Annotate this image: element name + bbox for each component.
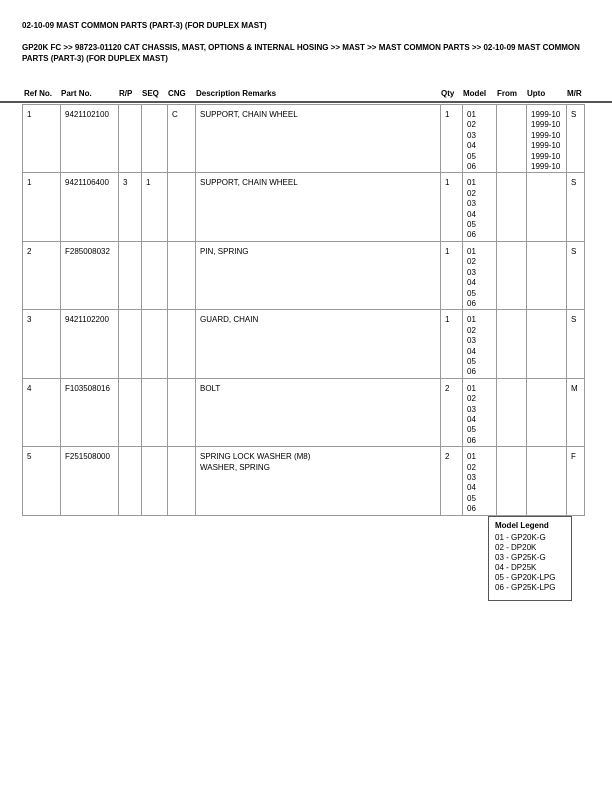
legend-item: 02 - DP20K xyxy=(495,543,537,552)
cell-upto-line: 1999-10 xyxy=(531,141,561,151)
cell-model-line: 05 xyxy=(467,220,476,230)
cell-model-line: 04 xyxy=(467,414,476,424)
cell-seq xyxy=(142,241,168,309)
cell-upto xyxy=(527,378,567,446)
cell-ref-no: 1 xyxy=(23,105,61,173)
cell-model xyxy=(463,310,497,378)
legend-title: Model Legend xyxy=(495,521,549,530)
cell-model-line: 04 xyxy=(467,483,476,493)
cell-upto xyxy=(527,310,567,378)
cell-model-line: 02 xyxy=(467,257,476,267)
header-model: Model xyxy=(463,89,487,98)
cell-model-line: 03 xyxy=(467,473,476,482)
cell-seq: 1 xyxy=(142,173,168,241)
cell-model-line: 04 xyxy=(467,278,476,288)
cell-model-line: 02 xyxy=(467,325,476,335)
cell-model-line: 02 xyxy=(467,120,476,130)
cell-mr: S xyxy=(567,105,585,173)
cell-ref-no: 3 xyxy=(23,310,61,378)
cell-model-line: 01 xyxy=(467,315,476,325)
header-divider xyxy=(0,101,612,103)
cell-model xyxy=(463,105,497,173)
cell-upto xyxy=(527,241,567,309)
parts-table xyxy=(22,104,585,516)
cell-model-line: 06 xyxy=(467,298,476,308)
cell-cng xyxy=(168,447,196,515)
cell-mr: S xyxy=(567,310,585,378)
cell-description xyxy=(196,173,441,241)
cell-description xyxy=(196,447,441,515)
cell-model-line: 04 xyxy=(467,141,476,151)
cell-model-line: 03 xyxy=(467,267,476,277)
cell-description-line: GUARD, CHAIN xyxy=(200,315,259,325)
cell-model-line: 03 xyxy=(467,130,476,140)
cell-qty: 2 xyxy=(441,378,463,446)
header-upto: Upto xyxy=(527,89,546,98)
cell-model-line: 05 xyxy=(467,425,476,435)
cell-rp xyxy=(119,378,142,446)
breadcrumb: GP20K FC >> 98723-01120 CAT CHASSIS, MAST, OPTIONS & INTERNAL HOSING >> MAST >> MAST COMMON PARTS >> 02-10-09 MAST COMMON PARTS (PART-3) (FOR DUPLEX MAST) xyxy=(22,43,580,63)
cell-rp xyxy=(119,310,142,378)
cell-from xyxy=(497,378,527,446)
cell-model-line: 02 xyxy=(467,188,476,198)
cell-from xyxy=(497,173,527,241)
cell-description-line: WASHER, SPRING xyxy=(200,462,270,472)
legend-item: 03 - GP25K-G xyxy=(495,553,546,562)
cell-description xyxy=(196,378,441,446)
cell-upto-line: 1999-10 xyxy=(531,130,561,140)
cell-seq xyxy=(142,447,168,515)
cell-upto xyxy=(527,447,567,515)
legend-item: 01 - GP20K-G xyxy=(495,533,546,542)
cell-model-line: 03 xyxy=(467,336,476,346)
cell-part-no: 9421102200 xyxy=(61,310,119,378)
cell-description-line: PIN, SPRING xyxy=(200,246,249,256)
cell-seq xyxy=(142,310,168,378)
cell-model-line: 01 xyxy=(467,246,476,256)
cell-model-line: 03 xyxy=(467,404,476,414)
table-row xyxy=(23,241,585,309)
cell-ref-no: 4 xyxy=(23,378,61,446)
header-description: Description Remarks xyxy=(196,89,277,98)
header-mr: M/R xyxy=(567,89,582,98)
cell-model-line: 03 xyxy=(467,199,476,209)
cell-mr: M xyxy=(567,378,585,446)
cell-rp xyxy=(119,105,142,173)
table-row xyxy=(23,447,585,515)
cell-mr: S xyxy=(567,173,585,241)
cell-ref-no: 5 xyxy=(23,447,61,515)
cell-model-line: 01 xyxy=(467,110,476,119)
cell-qty: 1 xyxy=(441,173,463,241)
cell-mr: S xyxy=(567,241,585,309)
header-seq: SEQ xyxy=(142,89,159,98)
cell-description xyxy=(196,310,441,378)
table-row xyxy=(23,173,585,241)
cell-part-no: F285008032 xyxy=(61,241,119,309)
cell-part-no: 9421102100 xyxy=(61,105,119,173)
table-row xyxy=(23,105,585,173)
cell-description-line: SUPPORT, CHAIN WHEEL xyxy=(200,110,298,119)
cell-model-line: 06 xyxy=(467,230,476,240)
cell-description-line: SUPPORT, CHAIN WHEEL xyxy=(200,178,298,188)
header-qty: Qty xyxy=(441,89,455,98)
cell-cng: C xyxy=(168,105,196,173)
cell-cng xyxy=(168,310,196,378)
cell-mr: F xyxy=(567,447,585,515)
model-legend xyxy=(488,516,572,601)
cell-part-no: F251508000 xyxy=(61,447,119,515)
header-rp: R/P xyxy=(119,89,133,98)
cell-ref-no: 2 xyxy=(23,241,61,309)
cell-model-line: 02 xyxy=(467,394,476,404)
cell-seq xyxy=(142,105,168,173)
cell-from xyxy=(497,241,527,309)
cell-upto-line: 1999-10 xyxy=(531,120,561,130)
cell-upto-line: 1999-10 xyxy=(531,162,561,172)
cell-model-line: 06 xyxy=(467,367,476,377)
cell-description-line: BOLT xyxy=(200,383,221,393)
cell-cng xyxy=(168,241,196,309)
cell-rp: 3 xyxy=(119,173,142,241)
cell-model-line: 01 xyxy=(467,178,476,188)
table-row xyxy=(23,378,585,446)
cell-part-no: 9421106400 xyxy=(61,173,119,241)
cell-qty: 1 xyxy=(441,105,463,173)
table-row xyxy=(23,310,585,378)
cell-model-line: 01 xyxy=(467,383,476,393)
cell-model-line: 05 xyxy=(467,493,476,503)
cell-seq xyxy=(142,378,168,446)
cell-model-line: 05 xyxy=(467,356,476,366)
cell-model xyxy=(463,378,497,446)
cell-upto-line: 1999-10 xyxy=(531,151,561,161)
cell-from xyxy=(497,447,527,515)
header-from: From xyxy=(497,89,517,98)
cell-ref-no: 1 xyxy=(23,173,61,241)
cell-model-line: 05 xyxy=(467,151,476,161)
cell-model-line: 06 xyxy=(467,504,476,514)
header-cng: CNG xyxy=(168,89,186,98)
cell-cng xyxy=(168,378,196,446)
cell-model-line: 01 xyxy=(467,452,476,462)
cell-upto-line: 1999-10 xyxy=(531,110,561,119)
cell-model-line: 06 xyxy=(467,162,476,172)
header-part-no: Part No. xyxy=(61,89,92,98)
cell-upto xyxy=(527,173,567,241)
cell-cng xyxy=(168,173,196,241)
cell-model-line: 05 xyxy=(467,288,476,298)
cell-rp xyxy=(119,447,142,515)
cell-model-line: 04 xyxy=(467,209,476,219)
cell-description xyxy=(196,105,441,173)
cell-part-no: F103508016 xyxy=(61,378,119,446)
cell-model xyxy=(463,447,497,515)
cell-model-line: 04 xyxy=(467,346,476,356)
cell-description-line: SPRING LOCK WASHER (M8) xyxy=(200,452,311,462)
cell-model-line: 06 xyxy=(467,435,476,445)
legend-item: 06 - GP25K-LPG xyxy=(495,583,556,592)
legend-item: 05 - GP20K-LPG xyxy=(495,573,556,582)
page-title: 02-10-09 MAST COMMON PARTS (PART-3) (FOR DUPLEX MAST) xyxy=(22,21,267,30)
cell-qty: 1 xyxy=(441,310,463,378)
cell-rp xyxy=(119,241,142,309)
cell-upto xyxy=(527,105,567,173)
cell-model xyxy=(463,241,497,309)
cell-qty: 1 xyxy=(441,241,463,309)
cell-from xyxy=(497,310,527,378)
cell-qty: 2 xyxy=(441,447,463,515)
cell-from xyxy=(497,105,527,173)
cell-description xyxy=(196,241,441,309)
cell-model xyxy=(463,173,497,241)
header-ref-no: Ref No. xyxy=(24,89,52,98)
legend-item: 04 - DP25K xyxy=(495,563,537,572)
cell-model-line: 02 xyxy=(467,462,476,472)
